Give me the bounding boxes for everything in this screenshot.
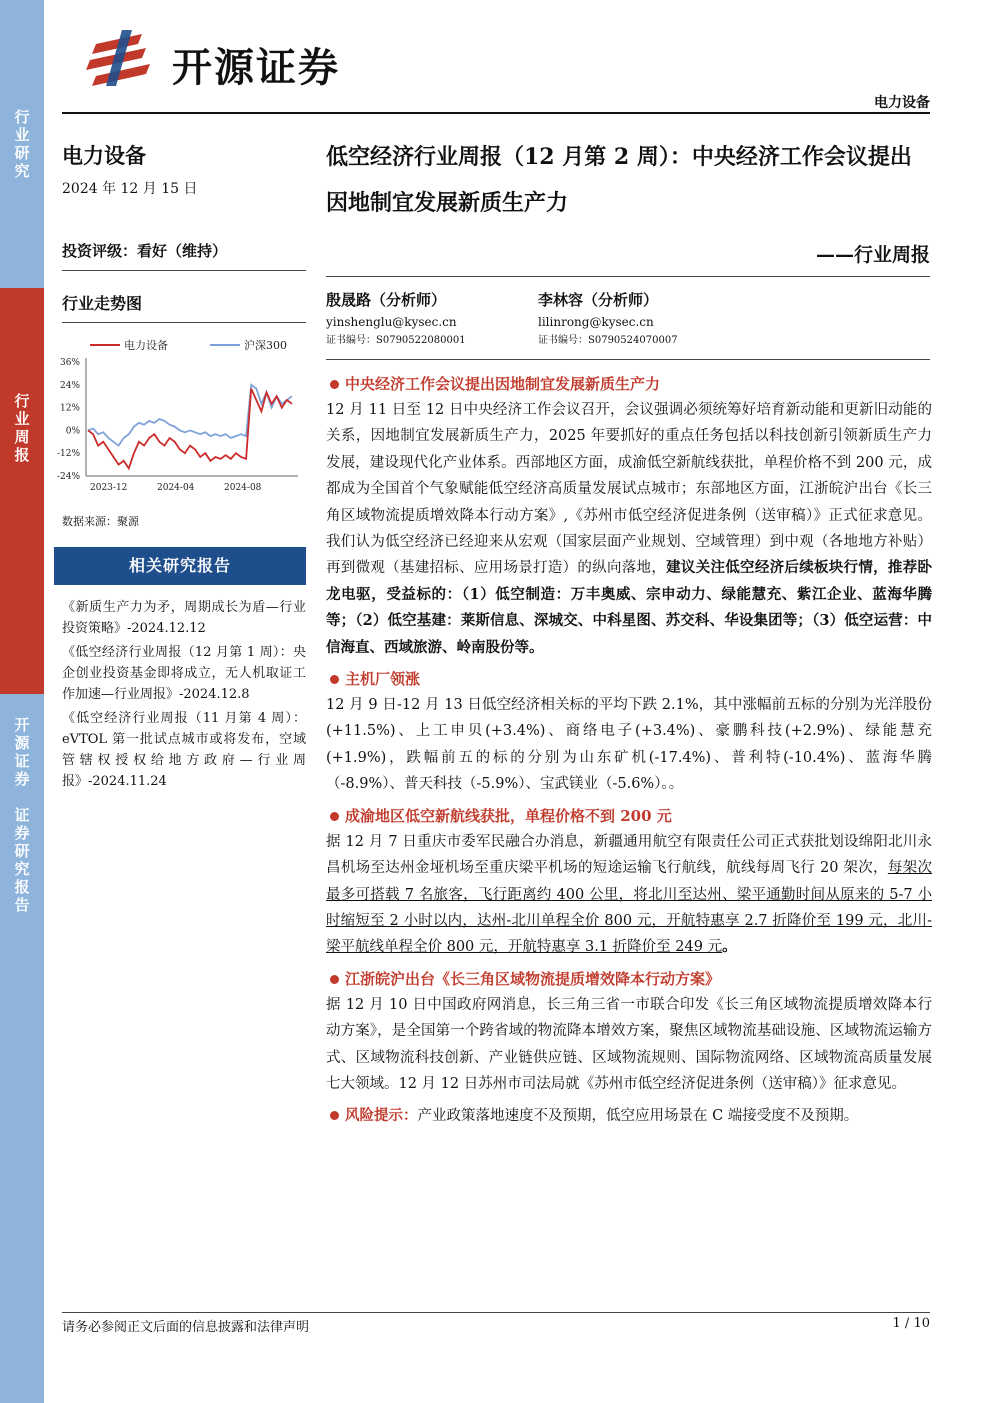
- related-report-link[interactable]: 《低空经济行业周报（12 月第 1 周）：央企创业投资基金即将成立，无人机取证工作加速—行业周报》-2024.12.8: [62, 645, 306, 702]
- related-reports-header: 相关研究报告: [54, 547, 306, 585]
- report-date: 2024 年 12 月 15 日: [62, 181, 198, 197]
- related-reports-list: [62, 597, 306, 795]
- x-tick-label: 2024-08: [224, 483, 262, 493]
- side-char: 业: [14, 126, 30, 144]
- side-char: 开: [14, 716, 30, 734]
- analyst-name: 李林容（分析师）: [538, 291, 659, 309]
- trend-title: 行业走势图: [62, 294, 143, 313]
- header-industry: 电力设备: [874, 95, 930, 111]
- brand-name: 开源证券: [172, 45, 340, 91]
- x-tick-label: 2024-04: [157, 483, 195, 493]
- related-report-link[interactable]: 《低空经济行业周报（11 月第 4 周）：eVTOL 第一批试点城市或将发布，空域管辖权授权给地方政府—行业周报》-2024.11.24: [62, 711, 306, 789]
- divider: [326, 359, 930, 360]
- side-char: 证: [14, 806, 30, 824]
- bullet-icon: [330, 675, 339, 684]
- legend-label: 电力设备: [124, 339, 168, 352]
- brand-logo-icon: [86, 30, 156, 86]
- side-label-weekly: [0, 392, 44, 464]
- section-heading: 中央经济工作会议提出因地制宜发展新质生产力: [326, 371, 932, 397]
- report-body: [326, 371, 932, 1135]
- side-char: 报: [14, 446, 30, 464]
- side-char: 告: [14, 896, 30, 914]
- side-char: 研: [14, 144, 30, 162]
- y-tick-label: 12%: [59, 403, 80, 414]
- series-line-0: [88, 389, 292, 469]
- bullet-icon: [330, 975, 339, 984]
- side-char: 行: [14, 392, 30, 410]
- side-char: 行: [14, 108, 30, 126]
- related-report-link[interactable]: 《新质生产力为矛，周期成长为盾—行业投资策略》-2024.12.12: [62, 600, 306, 636]
- side-label-brand: [0, 716, 44, 914]
- side-bar-highlight: [0, 288, 44, 694]
- legend-label: 沪深300: [244, 339, 287, 352]
- page-number: 1 / 10: [892, 1316, 930, 1331]
- analyst-card: [326, 290, 546, 348]
- section-paragraph: 据 12 月 10 日中国政府网消息，长三角三省一市联合印发《长三角区域物流提质增效降本行动方案》，是全国第一个跨省域的物流降本增效方案，聚焦区域物流基础设施、区域物流运输方式、区域物流科技创新、产业链供应链、区域物流规则、国际物流网络、区域物流高质量发展七大领域。12 月 12 日苏州市司法局就《苏州市低空经济促进条例（送审稿）》征求意见。: [326, 996, 932, 1092]
- bullet-icon: [330, 380, 339, 389]
- side-char: 报: [14, 878, 30, 896]
- report-title: 低空经济行业周报（12 月第 2 周）：中央经济工作会议提出因地制宜发展新质生产力: [326, 144, 912, 216]
- section-paragraph: 12 月 11 日至 12 日中央经济工作会议召开，会议强调必须统筹好培育新动能和更新旧动能的关系，因地制宜发展新质生产力，2025 年要抓好的重点任务包括以科技创新引领新质生产力发展，建设现代化产业体系。西部地区方面，成渝低空新航线获批，单程价格不到 200 元，成都成为全国首个气象赋能低空经济高质量发展试点城市；东部地区方面，江浙皖沪出台《长三角区域物流提质增效降本行动方案》,《苏州市低空经济促进条例（送审稿）》正式征求意见。我们认为低空经济已经迎来从宏观（国家层面产业规划、空域管理）到中观（各地地方补贴）再到微观（基建招标、应用场景打造）的纵向落地，建议关注低空经济后续板块行情，推荐卧龙电驱，受益标的：（1）低空制造：万丰奥威、宗申动力、绿能慧充、紫江企业、蓝海华腾等；（2）低空基建：莱斯信息、深城交、中科星图、苏交科、华设集团等；（3）低空运营：中信海直、西域旅游、岭南股份等。: [326, 402, 933, 656]
- industry-label: 电力设备: [62, 143, 146, 168]
- side-char: 证: [14, 752, 30, 770]
- section-heading: 成渝地区低空新航线获批，单程价格不到 200 元: [326, 803, 932, 829]
- analyst-cert: 证书编号：S0790524070007: [538, 335, 678, 346]
- side-char: 究: [14, 162, 30, 180]
- side-char: 源: [14, 734, 30, 752]
- y-tick-label: -12%: [56, 449, 80, 460]
- industry-trend-chart: [56, 330, 306, 498]
- footer-disclaimer[interactable]: 请务必参阅正文后面的信息披露和法律声明: [62, 1320, 310, 1335]
- side-char: 周: [14, 428, 30, 446]
- y-tick-label: 24%: [59, 380, 80, 391]
- side-char: 究: [14, 860, 30, 878]
- analyst-cert: 证书编号：S0790522080001: [326, 335, 466, 346]
- divider: [62, 322, 306, 323]
- side-char: 研: [14, 842, 30, 860]
- section-paragraph: 据 12 月 7 日重庆市委军民融合办消息，新疆通用航空有限责任公司正式获批划设绵阳北川永昌机场至达州金垭机场至重庆梁平机场的短途运输飞行航线，航线每周飞行 20 架次，每架次最多可搭载 7 名旅客，飞行距离约 400 公里，将北川至达州、梁平通勤时间从原来的 5-7 小时缩短至 2 小时以内，达州-北川单程全价 800 元，开航特惠享 2.7 折降价至 199 元，北川-梁平航线单程全价 800 元，开航特惠享 3.1 折降价至 249 元。: [326, 833, 933, 956]
- side-char: [0, 788, 44, 806]
- side-char: 券: [14, 770, 30, 788]
- analyst-email[interactable]: lilinrong@kysec.cn: [538, 315, 654, 329]
- risk-note: 风险提示：产业政策落地速度不及预期，低空应用场景在 C 端接受度不及预期。: [326, 1103, 932, 1129]
- series-line-1: [88, 385, 292, 446]
- y-tick-label: 0%: [65, 426, 80, 437]
- footer-divider: [62, 1312, 930, 1313]
- section-heading: 江浙皖沪出台《长三角区域物流提质增效降本行动方案》: [326, 966, 932, 992]
- y-tick-label: -24%: [56, 472, 80, 482]
- section-paragraph: 12 月 9 日-12 月 13 日低空经济相关标的平均下跌 2.1%，其中涨幅前五标的分别为光洋股份(+11.5%)、上工申贝(+3.4%)、商络电子(+3.4%)、豪鹏科技(+2.9%)、绿能慧充(+1.9%)，跌幅前五的标的分别为山东矿机(-17.4%)、普利特(-10.4%)、蓝海华腾（-8.9%）、普天科技（-5.9%）、宝武镁业（-5.6%）。。: [326, 697, 932, 793]
- brand-logo: [86, 30, 386, 91]
- side-bar: [0, 0, 44, 1403]
- analyst-card: [538, 290, 758, 348]
- side-char: 券: [14, 824, 30, 842]
- divider: [62, 270, 306, 271]
- investment-rating: 投资评级：看好（维持）: [62, 242, 228, 260]
- x-tick-label: 2023-12: [90, 483, 128, 493]
- report-type: ——行业周报: [815, 244, 930, 266]
- section-heading: 主机厂领涨: [326, 666, 932, 692]
- bullet-icon: [330, 812, 339, 821]
- y-tick-label: 36%: [59, 358, 80, 368]
- analyst-name: 殷晟路（分析师）: [326, 291, 447, 309]
- side-char: 业: [14, 410, 30, 428]
- data-source: 数据来源：聚源: [62, 515, 139, 528]
- divider: [326, 276, 930, 277]
- analyst-email[interactable]: yinshenglu@kysec.cn: [326, 315, 457, 329]
- side-label-research: [0, 108, 44, 180]
- bullet-icon: [330, 1111, 339, 1120]
- header-divider: [62, 112, 930, 114]
